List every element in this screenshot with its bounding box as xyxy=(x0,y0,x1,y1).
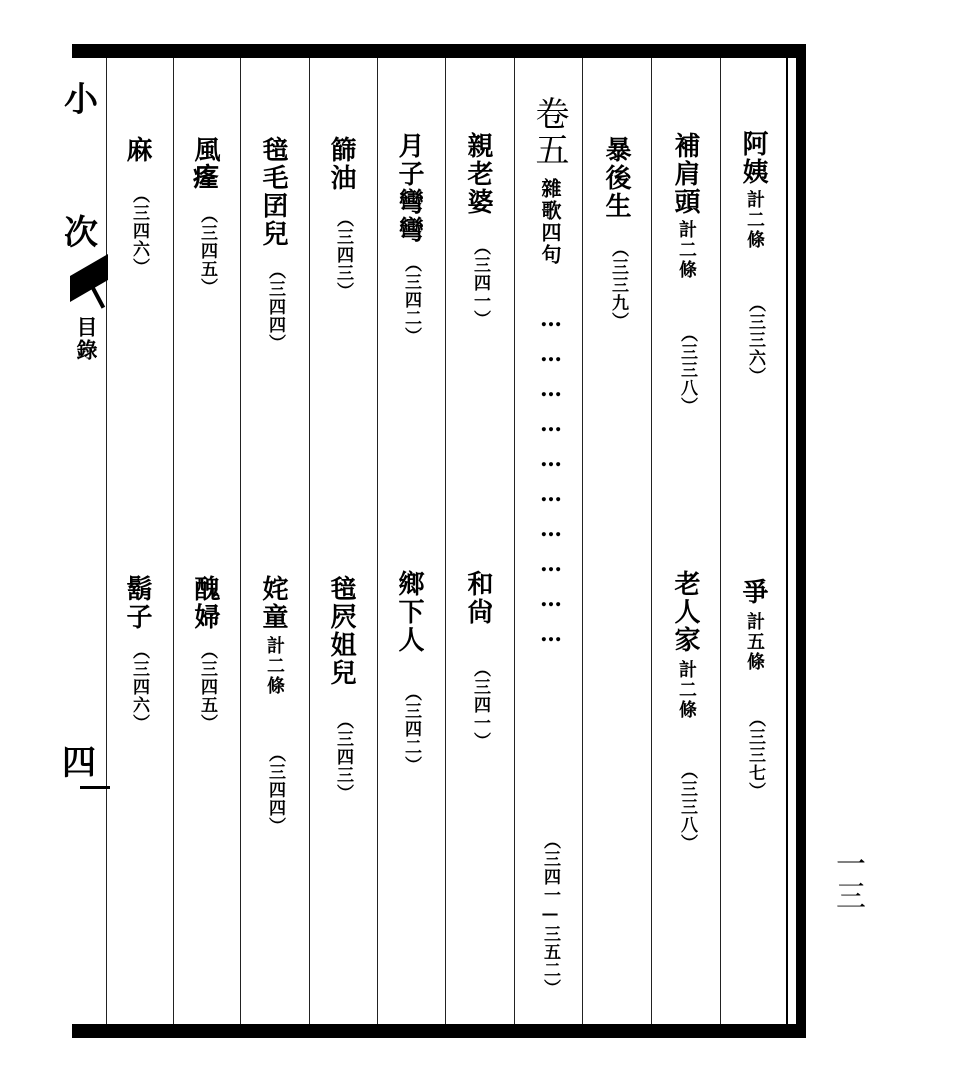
column-rule xyxy=(514,58,515,1024)
gutter-bar xyxy=(80,786,110,789)
entry-title: 風𤸇 xyxy=(190,136,220,192)
gutter-title-fragment: 次 xyxy=(64,213,98,253)
entry-note: 計二條 xyxy=(264,636,285,696)
entry-page: （三四六） xyxy=(129,186,149,276)
entry-title: 毰屄姐兒 xyxy=(326,575,356,687)
entry-title: 補肩頭 xyxy=(670,132,700,216)
entry-title: 毰毛囝兒 xyxy=(258,136,288,248)
entry-page: （三四三） xyxy=(333,210,353,300)
frame-right-inner-line xyxy=(786,58,788,1024)
entry-page: （三四四） xyxy=(265,262,285,352)
entry-page: （三三九） xyxy=(608,240,628,330)
entry-note: 計二條 xyxy=(676,220,697,280)
entry-page: （三三六） xyxy=(745,295,765,385)
entry-page: （三四五） xyxy=(197,642,217,732)
gutter-title-fragment: 小 xyxy=(64,80,98,120)
entry-page: （三三八） xyxy=(677,762,697,852)
volume-subtitle: 雜歌四句 xyxy=(538,178,562,266)
entry-page: （三四二） xyxy=(401,684,421,774)
entry-title: 姹童 xyxy=(258,575,288,631)
frame-right-border xyxy=(796,44,806,1038)
entry-title: 親老婆 xyxy=(463,132,493,216)
entry-title: 暴後生 xyxy=(601,136,631,220)
entry-title: 鄉下人 xyxy=(394,570,424,654)
column-rule xyxy=(651,58,652,1024)
volume-page-range: （三四一—三五二） xyxy=(540,832,560,997)
column-rule xyxy=(240,58,241,1024)
gutter-section-label: 目錄 xyxy=(74,316,99,362)
column-rule xyxy=(720,58,721,1024)
entry-page: （三四四） xyxy=(265,745,285,835)
column-rule xyxy=(106,58,107,1024)
entry-title: 爭 xyxy=(738,578,768,606)
entry-title: 醜婦 xyxy=(190,575,220,631)
entry-title: 麻 xyxy=(122,136,152,164)
entry-page: （三四一） xyxy=(470,660,490,750)
column-rule xyxy=(445,58,446,1024)
entry-title: 阿姨 xyxy=(738,130,768,186)
entry-note: 計二條 xyxy=(744,190,765,250)
entry-title: 月子彎彎 xyxy=(394,132,424,244)
entry-title: 老人家 xyxy=(670,570,700,654)
entry-page: （三四二） xyxy=(401,255,421,345)
leader-dots: ………………………… xyxy=(538,306,564,656)
column-rule xyxy=(173,58,174,1024)
entry-page: （三四五） xyxy=(197,206,217,296)
entry-page: （三四三） xyxy=(333,712,353,802)
frame-top-border xyxy=(72,44,806,58)
entry-note: 計五條 xyxy=(744,612,765,672)
entry-note: 計二條 xyxy=(676,660,697,720)
sheet-number: 一三 xyxy=(830,848,865,912)
entry-title: 鬍子 xyxy=(122,575,152,631)
entry-page: （三三七） xyxy=(745,710,765,800)
column-rule xyxy=(377,58,378,1024)
column-rule xyxy=(309,58,310,1024)
entry-title: 篩油 xyxy=(326,136,356,192)
volume-heading: 卷五 xyxy=(529,96,569,168)
entry-page: （三四六） xyxy=(129,642,149,732)
column-rule xyxy=(582,58,583,1024)
frame-bottom-border xyxy=(72,1024,806,1038)
gutter-fragment: 四 xyxy=(62,743,96,783)
entry-page: （三四一） xyxy=(470,238,490,328)
entry-page: （三三八） xyxy=(677,325,697,415)
entry-title: 和尙 xyxy=(463,570,493,626)
